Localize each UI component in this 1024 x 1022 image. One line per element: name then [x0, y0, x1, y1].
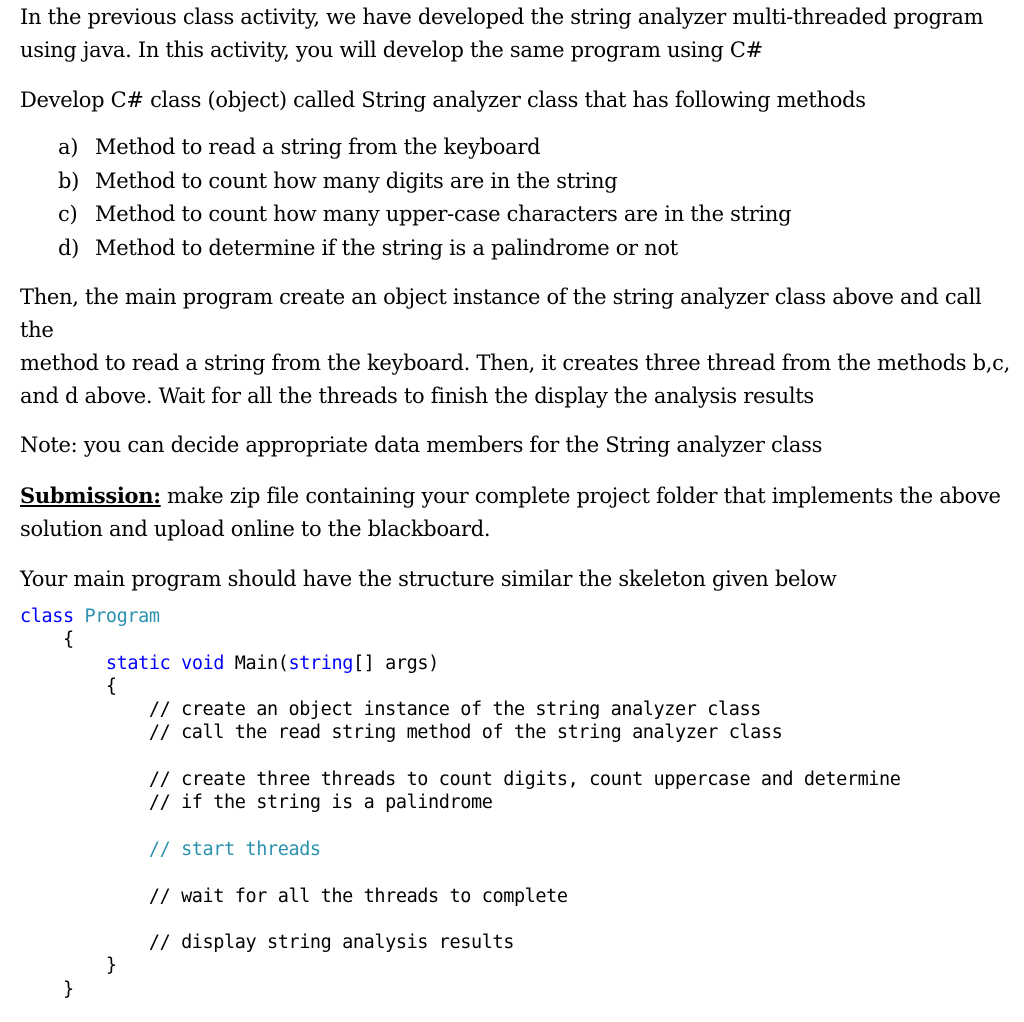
code-line: }: [62, 978, 74, 1000]
document: [20, 0, 1010, 596]
list-item: a) Method to read a string from the keyboard: [58, 135, 541, 159]
code-line: // wait for all the threads to complete: [148, 885, 568, 907]
intro-paragraph: [20, 0, 1010, 67]
list-item: d) Method to determine if the string is a palindrome or not: [58, 235, 678, 260]
code-line: // create three threads to count digits, count uppercase and determine: [148, 769, 901, 791]
code-line: }: [105, 955, 117, 977]
code-line: // start threads: [148, 838, 321, 860]
code-line: [20, 908, 901, 931]
then-paragraph: Then, the main program create an object instance of the string analyzer class above and call the method to read a string from the keyboard. Then, it creates three thread from the methods b,c, and d above. Wait for all the threads to finish the display the analysis results: [20, 285, 1010, 408]
code-line: // display string analysis results: [148, 932, 514, 954]
submission-paragraph: Submission: make zip file containing your complete project folder that implements the above solution and upload online to the blackboard.: [20, 483, 1001, 541]
intro-line-2: using java. In this activity, you will develop the same program using C#: [20, 38, 763, 62]
code-line: {: [62, 629, 74, 651]
code-line: [20, 745, 901, 768]
code-line: [20, 861, 901, 884]
list-item: b) Method to count how many digits are in the string: [58, 168, 618, 193]
code-line: // create an object instance of the string analyzer class: [148, 699, 761, 721]
list-item: c) Method to count how many upper-case characters are in the string: [58, 202, 792, 226]
code-line: // if the string is a palindrome: [148, 792, 493, 814]
code-line: [20, 815, 901, 838]
note-paragraph: Note: you can decide appropriate data members for the String analyzer class: [20, 433, 823, 457]
code-line: static void Main(string[] args): [105, 652, 439, 674]
code-line: {: [105, 675, 117, 697]
code-line: class Program: [20, 606, 160, 627]
intro-line-1: In the previous class activity, we have developed the string analyzer multi-threaded program: [20, 5, 984, 29]
submission-label: Submission:: [20, 483, 161, 508]
code-line: // call the read string method of the string analyzer class: [148, 722, 783, 744]
code-block: [20, 584, 901, 1022]
structure-paragraph: Your main program should have the structure similar the skeleton given below: [20, 567, 837, 591]
develop-paragraph: Develop C# class (object) called String analyzer class that has following methods: [20, 88, 866, 112]
methods-list: [20, 131, 1010, 265]
